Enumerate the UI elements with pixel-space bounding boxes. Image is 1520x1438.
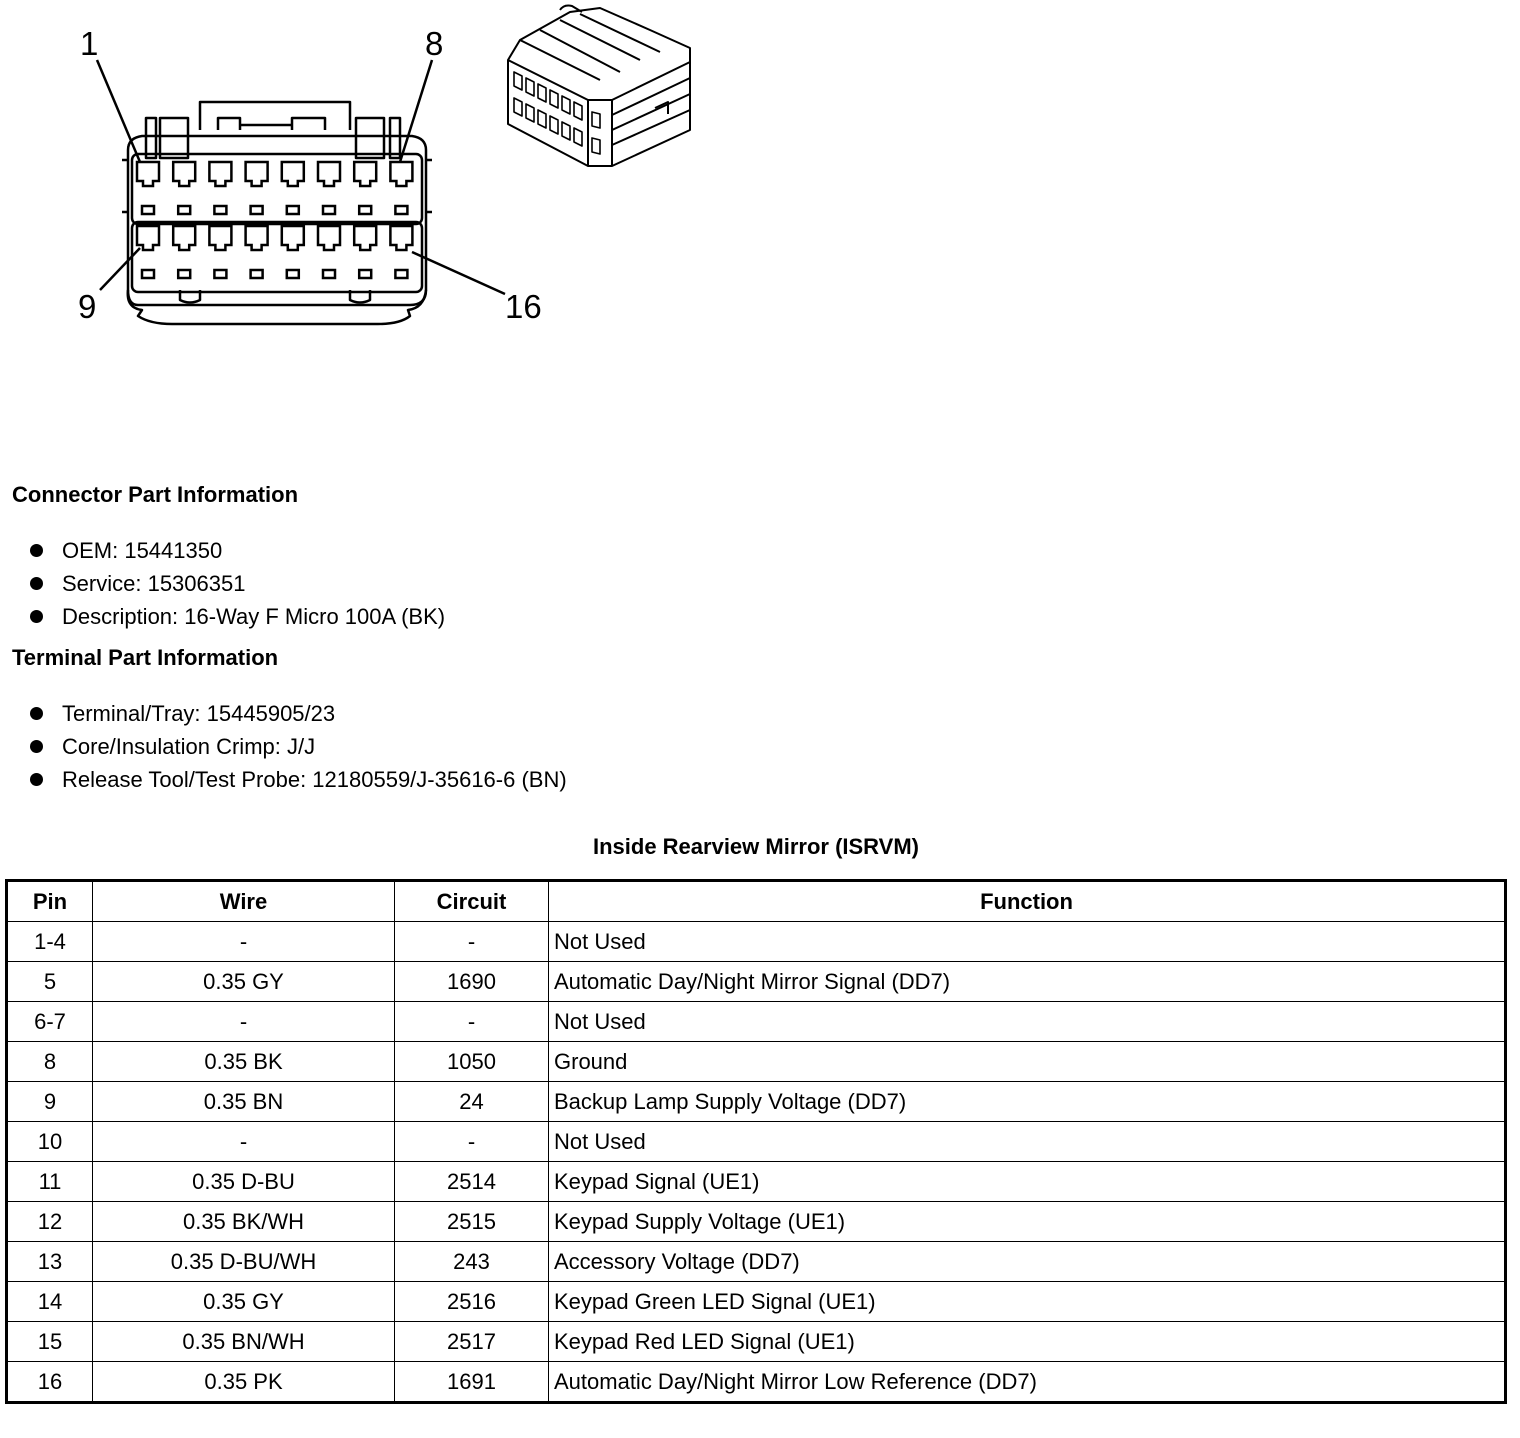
table-row	[7, 1362, 1506, 1403]
cell-wire: 0.35 GY	[93, 1282, 395, 1322]
cell-function: Accessory Voltage (DD7)	[549, 1242, 1506, 1282]
cell-circuit: 2515	[395, 1202, 549, 1242]
leader-pin-8	[400, 60, 432, 162]
cell-circuit: 1691	[395, 1362, 549, 1403]
pin-label-1: 1	[80, 25, 99, 62]
table-row	[7, 922, 1506, 962]
terminal-cavity	[173, 226, 195, 250]
cell-wire: 0.35 D-BU/WH	[93, 1242, 395, 1282]
terminal-cavity	[282, 162, 304, 186]
terminal-slot	[287, 206, 299, 214]
header-circuit: Circuit	[395, 881, 549, 922]
cell-function: Keypad Signal (UE1)	[549, 1162, 1506, 1202]
cell-circuit: -	[395, 1002, 549, 1042]
cell-pin: 16	[7, 1362, 93, 1403]
terminal-slot	[287, 270, 299, 278]
connector-info-item: OEM: 15441350	[30, 534, 445, 567]
cell-pin: 6-7	[7, 1002, 93, 1042]
terminal-info-item: Release Tool/Test Probe: 12180559/J-35616-6 (BN)	[30, 763, 567, 796]
cell-pin: 13	[7, 1242, 93, 1282]
terminal-cavity	[318, 226, 340, 250]
table-row	[7, 1162, 1506, 1202]
terminal-cavity	[209, 226, 231, 250]
pinout-table-title: Inside Rearview Mirror (ISRVM)	[592, 834, 919, 859]
terminal-info-item: Terminal/Tray: 15445905/23	[30, 697, 567, 730]
terminal-slot	[395, 270, 407, 278]
table-header-row	[7, 881, 1506, 922]
cell-function: Backup Lamp Supply Voltage (DD7)	[549, 1082, 1506, 1122]
cell-circuit: 2514	[395, 1162, 549, 1202]
pinout-table	[5, 879, 1507, 1404]
cell-function: Keypad Red LED Signal (UE1)	[549, 1322, 1506, 1362]
header-function: Function	[549, 881, 1506, 922]
terminal-cavity	[209, 162, 231, 186]
cell-pin: 8	[7, 1042, 93, 1082]
cell-wire: 0.35 BK	[93, 1042, 395, 1082]
connector-info-list	[30, 534, 445, 633]
terminal-cavity	[390, 162, 412, 186]
cell-pin: 14	[7, 1282, 93, 1322]
cell-circuit: 243	[395, 1242, 549, 1282]
pin-label-8: 8	[425, 25, 444, 62]
terminal-slot	[214, 206, 226, 214]
connector-diagram	[0, 0, 760, 340]
pin-label-9: 9	[78, 288, 97, 325]
header-pin: Pin	[7, 881, 93, 922]
terminal-slot	[359, 206, 371, 214]
cell-wire: -	[93, 922, 395, 962]
cell-wire: 0.35 BN/WH	[93, 1322, 395, 1362]
table-row	[7, 1202, 1506, 1242]
header-wire: Wire	[93, 881, 395, 922]
terminal-slot	[323, 206, 335, 214]
cell-wire: 0.35 BN	[93, 1082, 395, 1122]
cell-wire: -	[93, 1122, 395, 1162]
cell-pin: 11	[7, 1162, 93, 1202]
cell-pin: 15	[7, 1322, 93, 1362]
cell-wire: 0.35 D-BU	[93, 1162, 395, 1202]
terminal-cavity	[390, 226, 412, 250]
cell-function: Keypad Supply Voltage (UE1)	[549, 1202, 1506, 1242]
terminal-cavity	[137, 226, 159, 250]
cell-circuit: 1690	[395, 962, 549, 1002]
cell-function: Automatic Day/Night Mirror Signal (DD7)	[549, 962, 1506, 1002]
cell-function: Not Used	[549, 1122, 1506, 1162]
leader-pin-1	[97, 60, 140, 162]
cell-wire: 0.35 PK	[93, 1362, 395, 1403]
connector-isometric-view	[508, 6, 690, 167]
table-row	[7, 1002, 1506, 1042]
connector-info-title: Connector Part Information	[12, 482, 299, 507]
cell-function: Ground	[549, 1042, 1506, 1082]
terminal-slot	[142, 270, 154, 278]
terminal-slot	[178, 270, 190, 278]
terminal-cavity	[318, 162, 340, 186]
terminal-cavity	[282, 226, 304, 250]
terminal-slot	[214, 270, 226, 278]
cell-wire: -	[93, 1002, 395, 1042]
table-row	[7, 1242, 1506, 1282]
terminal-slot	[251, 270, 263, 278]
cell-circuit: 2517	[395, 1322, 549, 1362]
cell-function: Not Used	[549, 922, 1506, 962]
table-row	[7, 962, 1506, 1002]
cell-wire: 0.35 BK/WH	[93, 1202, 395, 1242]
cell-pin: 9	[7, 1082, 93, 1122]
cell-pin: 5	[7, 962, 93, 1002]
terminal-cavity	[246, 226, 268, 250]
cell-wire: 0.35 GY	[93, 962, 395, 1002]
connector-info-item: Description: 16-Way F Micro 100A (BK)	[30, 600, 445, 633]
terminal-slot	[251, 206, 263, 214]
cell-circuit: -	[395, 1122, 549, 1162]
terminal-slot	[323, 270, 335, 278]
terminal-cavity	[354, 226, 376, 250]
cell-function: Keypad Green LED Signal (UE1)	[549, 1282, 1506, 1322]
terminal-info-item: Core/Insulation Crimp: J/J	[30, 730, 567, 763]
table-row	[7, 1042, 1506, 1082]
cell-pin: 1-4	[7, 922, 93, 962]
cell-circuit: 24	[395, 1082, 549, 1122]
terminal-cavity	[173, 162, 195, 186]
pin-label-16: 16	[505, 288, 542, 325]
terminal-cavity	[137, 162, 159, 186]
cell-pin: 10	[7, 1122, 93, 1162]
terminal-slot	[395, 206, 407, 214]
cell-circuit: 2516	[395, 1282, 549, 1322]
cell-function: Automatic Day/Night Mirror Low Reference (DD7)	[549, 1362, 1506, 1403]
terminal-info-list	[30, 697, 567, 796]
terminal-slot	[142, 206, 154, 214]
cell-pin: 12	[7, 1202, 93, 1242]
table-row	[7, 1122, 1506, 1162]
connector-info-item: Service: 15306351	[30, 567, 445, 600]
cell-function: Not Used	[549, 1002, 1506, 1042]
terminal-info-title: Terminal Part Information	[12, 645, 279, 670]
table-row	[7, 1322, 1506, 1362]
terminal-cavity	[246, 162, 268, 186]
cell-circuit: -	[395, 922, 549, 962]
cell-circuit: 1050	[395, 1042, 549, 1082]
terminal-slot	[178, 206, 190, 214]
table-row	[7, 1282, 1506, 1322]
terminal-slot	[359, 270, 371, 278]
leader-pin-9	[100, 248, 140, 290]
terminal-cavity	[354, 162, 376, 186]
table-row	[7, 1082, 1506, 1122]
